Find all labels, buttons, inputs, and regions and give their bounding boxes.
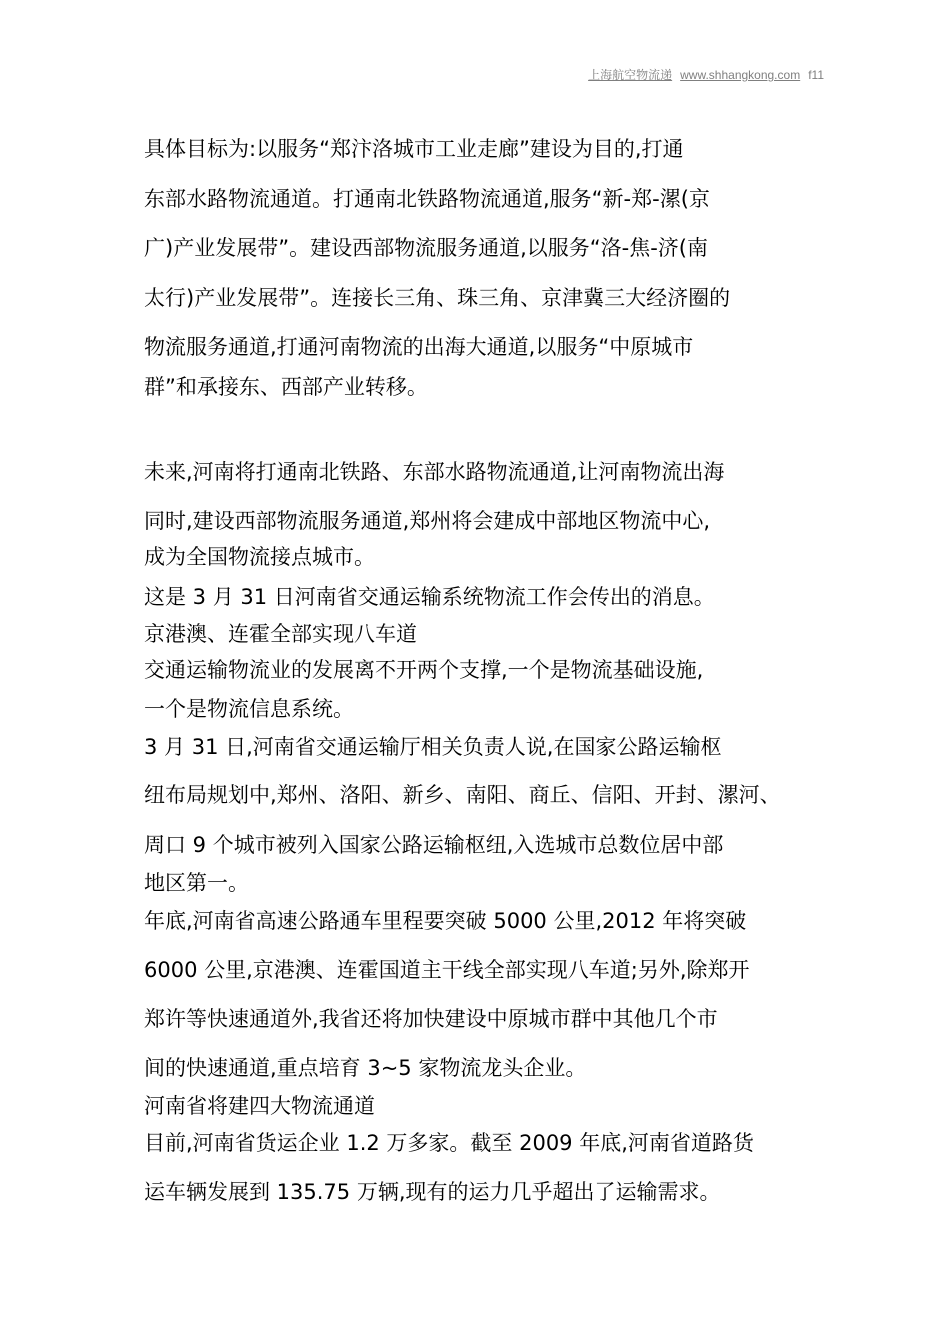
body-line: 太行)产业发展带”。连接长三角、珠三角、京津冀三大经济圈的	[144, 286, 731, 310]
header-page-code: f11	[808, 68, 824, 82]
body-line: 成为全国物流接点城市。	[144, 545, 375, 569]
body-line: 年底,河南省高速公路通车里程要突破 5000 公里,2012 年将突破	[144, 909, 747, 933]
body-line: 东部水路物流通道。打通南北铁路物流通道,服务“新-郑-漯(京	[144, 187, 710, 211]
body-line: 物流服务通道,打通河南物流的出海大通道,以服务“中原城市	[144, 335, 694, 359]
body-line: 河南省将建四大物流通道	[144, 1094, 375, 1118]
body-line: 具体目标为:以服务“郑汴洛城市工业走廊”建设为目的,打通	[144, 137, 684, 161]
body-line: 运车辆发展到 135.75 万辆,现有的运力几乎超出了运输需求。	[144, 1180, 721, 1204]
body-line: 一个是物流信息系统。	[144, 697, 354, 721]
body-line: 6000 公里,京港澳、连霍国道主干线全部实现八车道;另外,除郑开	[144, 958, 750, 982]
body-line: 周口 9 个城市被列入国家公路运输枢纽,入选城市总数位居中部	[144, 833, 724, 857]
body-line: 交通运输物流业的发展离不开两个支撑,一个是物流基础设施,	[144, 658, 704, 682]
page-header	[588, 66, 824, 83]
body-line: 这是 3 月 31 日河南省交通运输系统物流工作会传出的消息。	[144, 585, 715, 609]
body-line: 郑许等快速通道外,我省还将加快建设中原城市群中其他几个市	[144, 1007, 718, 1031]
body-line: 群”和承接东、西部产业转移。	[144, 375, 428, 399]
body-line: 同时,建设西部物流服务通道,郑州将会建成中部地区物流中心,	[144, 509, 711, 533]
body-line: 广)产业发展带”。建设西部物流服务通道,以服务“洛-焦-济(南	[144, 236, 708, 260]
body-line: 未来,河南将打通南北铁路、东部水路物流通道,让河南物流出海	[144, 460, 725, 484]
body-line: 3 月 31 日,河南省交通运输厅相关负责人说,在国家公路运输枢	[144, 735, 722, 759]
body-line: 间的快速通道,重点培育 3~5 家物流龙头企业。	[144, 1056, 587, 1080]
header-site-name[interactable]: 上海航空物流递	[588, 68, 673, 82]
body-line: 京港澳、连霍全部实现八车道	[144, 622, 417, 646]
body-line: 纽布局规划中,郑州、洛阳、新乡、南阳、商丘、信阳、开封、漯河、	[144, 783, 781, 807]
header-site-url[interactable]: www.shhangkong.com	[680, 68, 801, 82]
body-line: 地区第一。	[144, 871, 249, 895]
body-line: 目前,河南省货运企业 1.2 万多家。截至 2009 年底,河南省道路货	[144, 1131, 754, 1155]
